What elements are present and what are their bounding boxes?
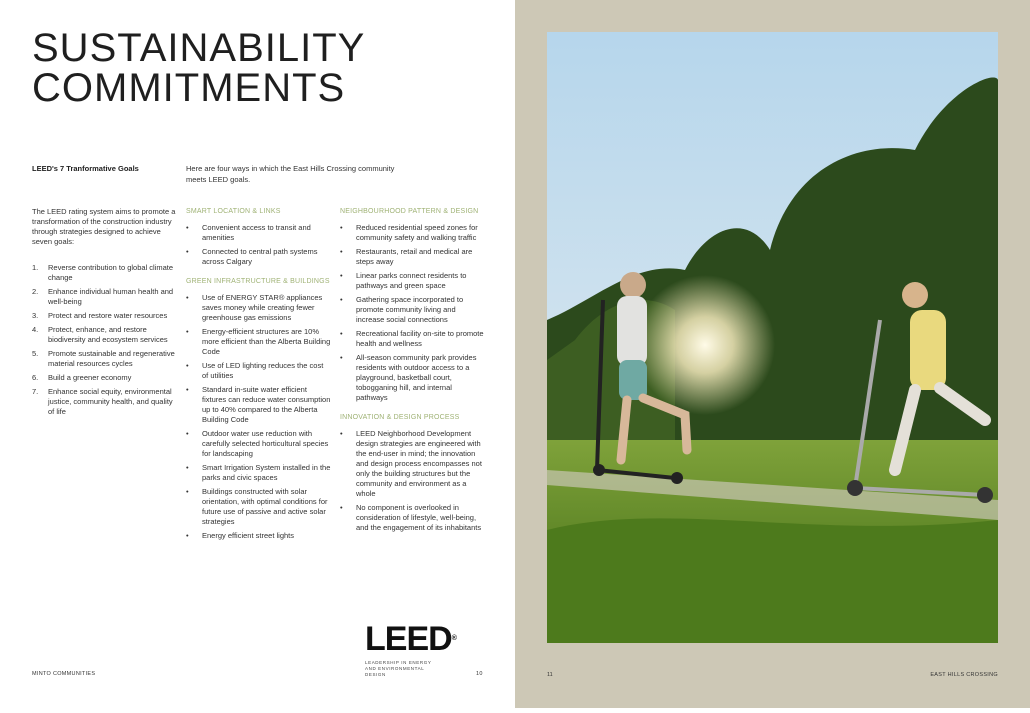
bullet: • (340, 329, 343, 338)
registered-mark: ® (451, 635, 456, 642)
neighbourhood-heading: NEIGHBOURHOOD PATTERN & DESIGN (340, 208, 479, 215)
list-text: Buildings constructed with solar orientation, with optimal conditions for future use of passive and active solar strategies (202, 487, 328, 526)
list-item (186, 223, 331, 243)
list-item (340, 429, 485, 499)
list-text: Use of LED lighting reduces the cost of utilities (202, 361, 324, 380)
smart-location-heading: SMART LOCATION & LINKS (186, 208, 281, 215)
list-item (340, 223, 485, 243)
bullet: • (340, 223, 343, 232)
list-text: Restaurants, retail and medical are steps away (356, 247, 473, 266)
list-number: 5. (32, 349, 39, 358)
list-text: Enhance social equity, environmental justice, community health, and quality of life (48, 387, 173, 416)
list-item (32, 263, 177, 283)
list-item (32, 387, 177, 417)
list-item (186, 487, 331, 527)
green-infrastructure-heading: GREEN INFRASTRUCTURE & BUILDINGS (186, 278, 330, 285)
footer-brand-right: EAST HILLS CROSSING (930, 672, 998, 678)
neighbourhood-list (340, 223, 485, 403)
bullet: • (186, 293, 189, 302)
middle-column (186, 207, 331, 551)
list-text: Smart Irrigation System installed in the parks and civic spaces (202, 463, 331, 482)
page-number-right: 11 (547, 672, 553, 678)
list-item (186, 247, 331, 267)
list-item (186, 361, 331, 381)
list-text: Protect, enhance, and restore biodiversity and ecosystem services (48, 325, 168, 344)
right-page (515, 0, 1030, 708)
bullet: • (186, 223, 189, 232)
photo-panel (515, 0, 1030, 708)
smart-location-list (186, 223, 331, 267)
bullet: • (340, 271, 343, 280)
list-text: LEED Neighborhood Development design strategies are engineered with the end-user in mind; the innovation and design process encompasses not only the building structures but the community and environment as a whole (356, 429, 482, 498)
list-text: All-season community park provides residents with outdoor access to a playground, basketball court, tobogganing hill, and internal pathways (356, 353, 477, 402)
list-item (340, 329, 485, 349)
list-number: 4. (32, 325, 39, 334)
innovation-heading: INNOVATION & DESIGN PROCESS (340, 414, 460, 421)
list-text: Energy efficient street lights (202, 531, 294, 540)
bullet: • (340, 295, 343, 304)
bullet: • (340, 503, 343, 512)
list-text: Reduced residential speed zones for community safety and walking traffic (356, 223, 478, 242)
photo (547, 32, 998, 643)
list-item (186, 531, 331, 541)
list-text: Reverse contribution to global climate change (48, 263, 174, 282)
list-text: Use of ENERGY STAR® appliances saves money while creating fewer greenhouse gas emissions (202, 293, 323, 322)
list-text: Linear parks connect residents to pathways and green space (356, 271, 467, 290)
list-text: Gathering space incorporated to promote community living and increase social connections (356, 295, 464, 324)
list-text: Recreational facility on-site to promote health and wellness (356, 329, 484, 348)
innovation-list (340, 429, 485, 533)
girl-scooter-wheel-back (977, 487, 993, 503)
bullet: • (186, 429, 189, 438)
bullet: • (186, 247, 189, 256)
boy-scooter-wheel-back (671, 472, 683, 484)
goals-column (32, 207, 177, 421)
boy-scooter-wheel-front (593, 464, 605, 476)
list-number: 3. (32, 311, 39, 320)
title-line-2: COMMITMENTS (32, 66, 346, 110)
list-number: 2. (32, 287, 39, 296)
list-item (32, 373, 177, 383)
list-item (32, 311, 177, 321)
list-text: Connected to central path systems across Calgary (202, 247, 318, 266)
leed-logo (365, 620, 456, 678)
list-number: 7. (32, 387, 39, 396)
list-text: Enhance individual human health and well-being (48, 287, 174, 306)
leed-logo-text: LEED (365, 620, 452, 658)
bullet: • (186, 487, 189, 496)
right-column (340, 207, 485, 543)
list-text: Protect and restore water resources (48, 311, 168, 320)
bullet: • (186, 463, 189, 472)
intro-text: Here are four ways in which the East Hills Crossing community meets LEED goals. (186, 164, 395, 184)
footer-brand-left: MINTO COMMUNITIES (32, 671, 96, 677)
list-text: Energy-efficient structures are 10% more efficient than the Alberta Building Code (202, 327, 331, 356)
bullet: • (340, 353, 343, 362)
bullet: • (340, 429, 343, 438)
girl-scooter-wheel-front (847, 480, 863, 496)
list-item (340, 271, 485, 291)
green-infrastructure-list (186, 293, 331, 541)
goals-description: The LEED rating system aims to promote a transformation of the construction industry through strategies designed to achieve seven goals: (32, 207, 176, 246)
girl-head (902, 282, 928, 308)
list-text: Standard in-suite water efficient fixtures can reduce water consumption up to 40% compared to the Alberta Building Code (202, 385, 331, 424)
foreground-grass (547, 518, 998, 643)
bullet: • (186, 327, 189, 336)
list-text: No component is overlooked in consideration of lifestyle, well-being, and the engagement of its inhabitants (356, 503, 482, 532)
bullet: • (186, 361, 189, 370)
goals-list (32, 263, 177, 417)
list-item (186, 463, 331, 483)
boy-head (620, 272, 646, 298)
goals-heading: LEED's 7 Tranformative Goals (32, 164, 139, 173)
leed-logo-word (365, 620, 456, 658)
list-item (340, 503, 485, 533)
title-line-1: SUSTAINABILITY (32, 26, 366, 70)
left-page (0, 0, 515, 708)
bullet: • (186, 531, 189, 540)
list-item (186, 429, 331, 459)
boy-shirt (617, 296, 647, 366)
list-text: Convenient access to transit and amenities (202, 223, 311, 242)
list-item (186, 327, 331, 357)
list-item (32, 349, 177, 369)
bullet: • (340, 247, 343, 256)
page-title (32, 28, 365, 108)
list-item (186, 293, 331, 323)
sun-glow (635, 275, 775, 415)
list-item (32, 287, 177, 307)
list-item (340, 295, 485, 325)
list-item (186, 385, 331, 425)
list-text: Outdoor water use reduction with carefully selected horticultural species for landscaping (202, 429, 329, 458)
page-number-left: 10 (476, 671, 483, 677)
list-text: Build a greener economy (48, 373, 132, 382)
girl-shirt (910, 310, 946, 390)
leed-logo-subtitle: LEADERSHIP IN ENERGY AND ENVIRONMENTAL DESIGN (365, 660, 432, 677)
list-number: 6. (32, 373, 39, 382)
bullet: • (186, 385, 189, 394)
list-number: 1. (32, 263, 39, 272)
list-item (340, 353, 485, 403)
list-item (32, 325, 177, 345)
list-item (340, 247, 485, 267)
list-text: Promote sustainable and regenerative material resources cycles (48, 349, 175, 368)
